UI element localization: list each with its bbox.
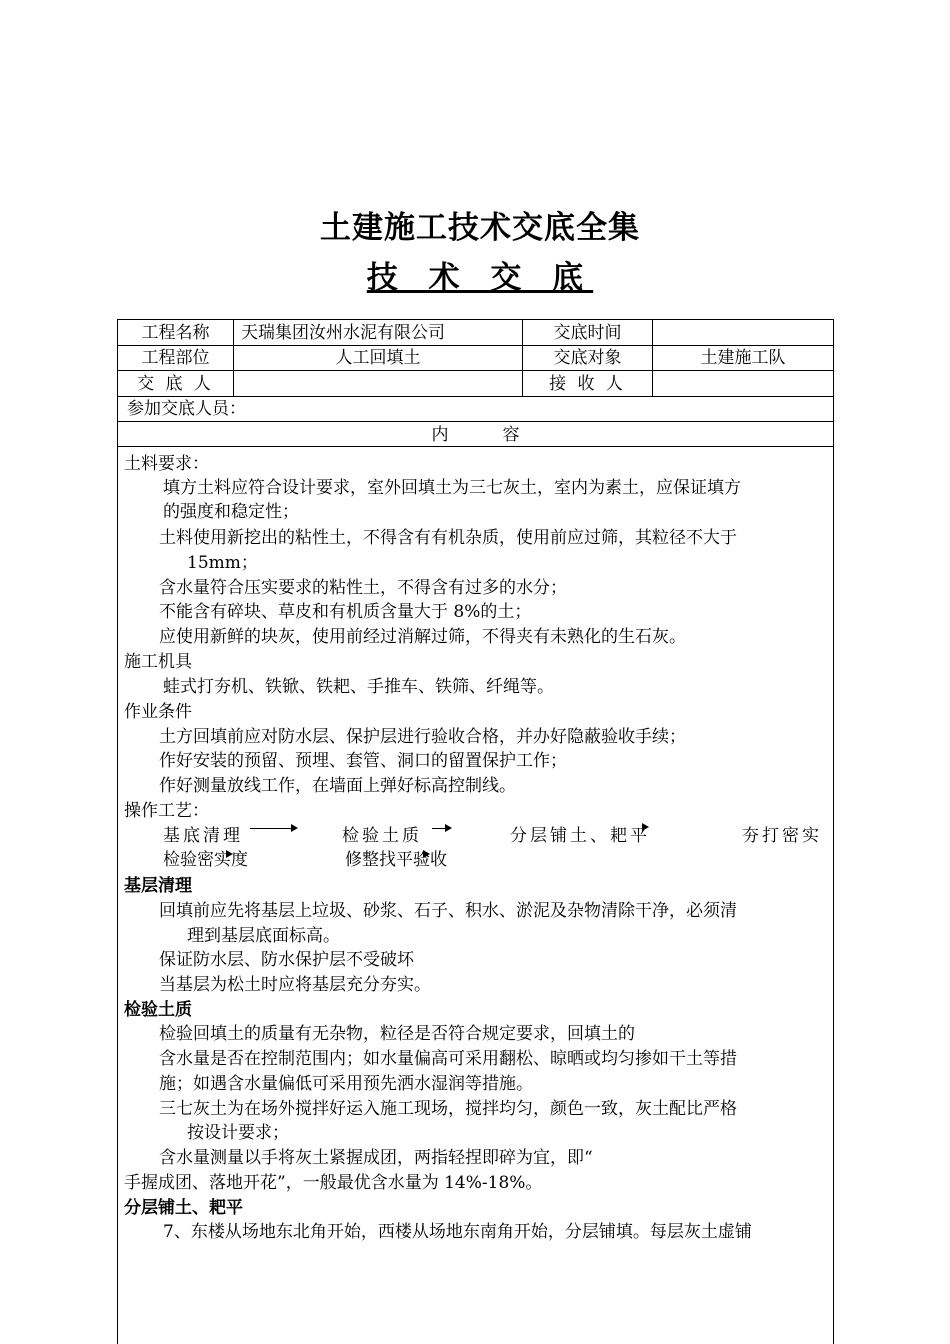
- body-line: 手握成团、落地开花”，一般最优含水量为 14%-18%。: [124, 1173, 543, 1193]
- flow-arrow-icon: [250, 828, 296, 829]
- row-divider: [117, 421, 834, 422]
- body-line: 施；如遇含水量偏低可采用预先洒水湿润等措施。: [159, 1074, 533, 1094]
- receiver-label-text: 接 收 人: [549, 374, 626, 394]
- content-label-text: 内 容: [431, 425, 520, 445]
- project-part-label: 工程部位: [141, 348, 210, 368]
- content-label: [117, 423, 834, 447]
- body-line: 7、东楼从场地东北角开始，西楼从场地东南角开始，分层铺填。每层灰土虚铺: [163, 1222, 752, 1242]
- flow-step-base-cleaning: 基底清理: [163, 826, 243, 846]
- discloser-label: [118, 372, 233, 396]
- section-soil-requirements: 土料要求：: [124, 454, 209, 474]
- body-line: 检验回填土的质量有无杂物，粒径是否符合规定要求，回填土的: [159, 1024, 635, 1044]
- project-name-value: 天瑞集团汝州水泥有限公司: [241, 323, 445, 343]
- participants-label: 参加交底人员：: [127, 399, 246, 419]
- body-line: 当基层为松土时应将基层充分夯实。: [159, 975, 431, 995]
- body-line: 作好安装的预留、预埋、套管、洞口的留置保护工作；: [159, 751, 567, 771]
- disclosure-target-value: 土建施工队: [700, 348, 786, 368]
- flow-step-layering: 分层铺土、耙平: [510, 826, 650, 846]
- flow-arrow-icon: [432, 828, 450, 829]
- flow-arrow-icon: [642, 823, 649, 831]
- body-line: 蛙式打夯机、铁锨、铁耙、手推车、铁筛、纤绳等。: [163, 677, 554, 697]
- heading-soil-check: 检验土质: [124, 1000, 192, 1020]
- disclosure-target-label: 交底对象: [553, 348, 622, 368]
- body-line: 含水量是否在控制范围内；如水量偏高可采用翻松、晾晒或均匀掺如干土等措: [159, 1049, 737, 1069]
- body-line: 按设计要求；: [187, 1123, 289, 1143]
- body-line: 回填前应先将基层上垃圾、砂浆、石子、积水、淤泥及杂物清除干净，必须清: [159, 901, 737, 921]
- body-line: 保证防水层、防水保护层不受破坏: [159, 950, 414, 970]
- flow-arrow-icon: [423, 850, 430, 858]
- body-line: 填方土料应符合设计要求，室外回填土为三七灰土，室内为素土，应保证填方: [163, 478, 741, 498]
- body-line: 土料使用新挖出的粘性土，不得含有有机杂质，使用前应过筛，其粒径不大于: [159, 528, 737, 548]
- discloser-label-text: 交 底 人: [137, 374, 214, 394]
- project-name-label: 工程名称: [141, 323, 210, 343]
- section-tools: 施工机具: [124, 652, 192, 672]
- body-line: 理到基层底面标高。: [187, 926, 340, 946]
- disclosure-time-label: 交底时间: [553, 323, 622, 343]
- subtitle-text: 技 术 交 底: [366, 260, 594, 296]
- receiver-label: [523, 372, 652, 396]
- body-line: 土方回填前应对防水层、保护层进行验收合格，并办好隐蔽验收手续；: [159, 727, 686, 747]
- flow-step-finishing: 修整找平验收: [345, 850, 447, 870]
- body-line: 三七灰土为在场外搅拌好运入施工现场，搅拌均匀，颜色一致，灰土配比严格: [159, 1099, 737, 1119]
- heading-layering: 分层铺土、耙平: [124, 1198, 243, 1218]
- flow-step-compaction: 夯打密实: [742, 826, 822, 846]
- section-work-conditions: 作业条件: [124, 702, 192, 722]
- flow-arrow-icon: [226, 850, 233, 858]
- body-line: 15mm；: [187, 553, 258, 573]
- flow-step-density-check: 检验密实度: [163, 850, 248, 870]
- heading-base-cleaning: 基层清理: [124, 876, 192, 896]
- document-subtitle: [0, 252, 950, 297]
- body-line: 作好测量放线工作，在墙面上弹好标高控制线。: [159, 776, 516, 796]
- document-title: 土建施工技术交底全集: [320, 210, 640, 246]
- row-divider: [117, 370, 834, 371]
- body-line: 的强度和稳定性；: [163, 502, 299, 522]
- body-line: 含水量符合压实要求的粘性土，不得含有过多的水分；: [159, 578, 567, 598]
- body-line: 应使用新鲜的块灰，使用前经过消解过筛，不得夹有未熟化的生石灰。: [159, 627, 686, 647]
- flow-step-soil-check: 检验土质: [342, 826, 422, 846]
- body-line: 不能含有碎块、草皮和有机质含量大于 8%的土；: [159, 602, 532, 622]
- section-process: 操作工艺：: [124, 801, 209, 821]
- body-line: 含水量测量以手将灰土紧握成团，两指轻捏即碎为宜，即“: [159, 1148, 593, 1168]
- project-part-value: 人工回填土: [335, 348, 421, 368]
